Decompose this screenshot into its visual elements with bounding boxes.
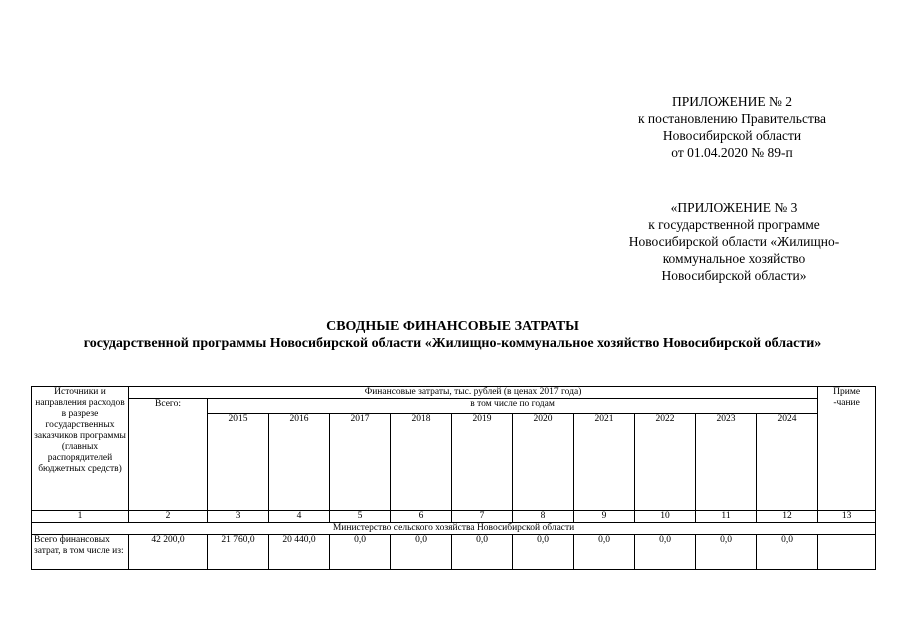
ministry-row: Министерство сельского хозяйства Новосибирской области [32,523,876,535]
row-total-value: 42 200,0 [129,535,208,570]
total-header: Всего: [129,399,208,511]
row-year-value: 0,0 [757,535,818,570]
column-number: 7 [452,511,513,523]
year-header: 2018 [391,414,452,511]
annex-3-line: «ПРИЛОЖЕНИЕ № 3 [670,200,798,215]
column-number: 9 [574,511,635,523]
year-header: 2019 [452,414,513,511]
annex-2-line: ПРИЛОЖЕНИЕ № 2 [671,94,793,109]
annex-2-line: Новосибирской области [662,128,802,143]
year-header: 2016 [269,414,330,511]
annex-3-line: к государственной программе [648,217,820,232]
note-header: Приме -чание [818,387,876,511]
column-number: 12 [757,511,818,523]
row-year-value: 0,0 [513,535,574,570]
financial-costs-header: Финансовые затраты, тыс. рублей (в ценах 2017 года) [129,387,818,399]
column-number: 13 [818,511,876,523]
annex-3-line: коммунальное хозяйство [662,251,806,266]
column-number-row [32,511,876,523]
column-number: 2 [129,511,208,523]
table-row [32,535,876,570]
document-title-block [0,318,905,352]
annex-3-heading [600,199,868,284]
column-number: 8 [513,511,574,523]
year-header: 2021 [574,414,635,511]
year-header: 2023 [696,414,757,511]
column-number: 3 [208,511,269,523]
column-number: 10 [635,511,696,523]
source-header: Источники и направления расходов в разрезе государственных заказчиков программы (главных распорядителей бюджетных средств) [32,387,129,511]
row-year-value: 0,0 [391,535,452,570]
document-title: СВОДНЫЕ ФИНАНСОВЫЕ ЗАТРАТЫ [326,319,579,334]
annex-3-line: Новосибирской области «Жилищно- [628,234,840,249]
column-number: 5 [330,511,391,523]
annex-2-line: от 01.04.2020 № 89-п [671,145,793,160]
row-year-value: 0,0 [452,535,513,570]
annex-2-line: к постановлению Правительства [637,111,827,126]
row-year-value: 0,0 [635,535,696,570]
row-year-value: 0,0 [574,535,635,570]
row-year-value: 0,0 [696,535,757,570]
financial-costs-table [31,386,876,570]
row-year-value: 20 440,0 [269,535,330,570]
year-header: 2022 [635,414,696,511]
column-number: 4 [269,511,330,523]
year-header: 2017 [330,414,391,511]
column-number: 11 [696,511,757,523]
row-year-value: 0,0 [330,535,391,570]
year-header: 2024 [757,414,818,511]
annex-3-line: Новосибирской области» [661,268,807,283]
row-label: Всего финансовых затрат, в том числе из: [32,535,129,570]
document-subtitle: государственной программы Новосибирской области «Жилищно-коммунальное хозяйство Новосибирской области» [83,336,822,351]
by-year-header: в том числе по годам [208,399,818,414]
row-note [818,535,876,570]
row-year-value: 21 760,0 [208,535,269,570]
column-number: 1 [32,511,129,523]
year-header: 2015 [208,414,269,511]
year-header: 2020 [513,414,574,511]
column-number: 6 [391,511,452,523]
annex-2-heading [612,93,852,161]
